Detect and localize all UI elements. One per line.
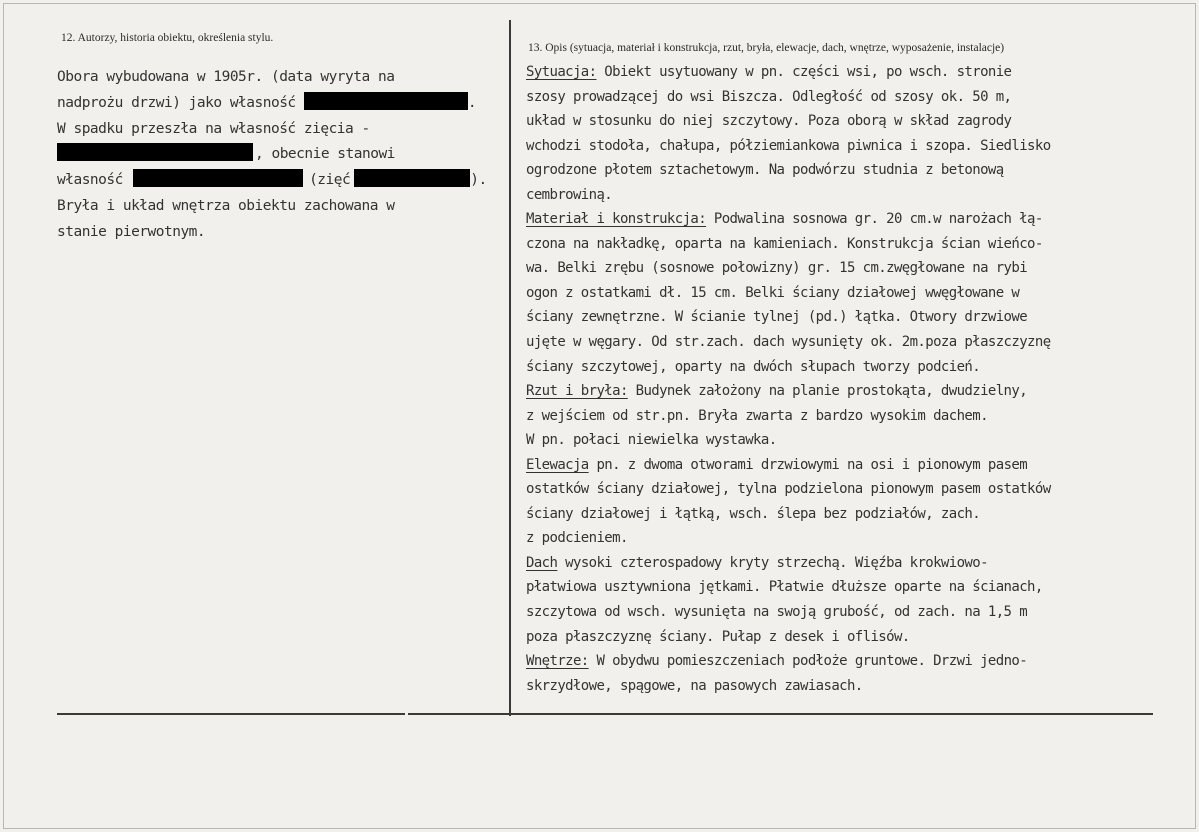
- history-line: [57, 194, 507, 220]
- section-13-heading: 13. Opis (sytuacja, materiał i konstrukcja, rzut, bryła, elewacje, dach, wnętrze, wyposażenie, instalacje): [528, 42, 1005, 54]
- description-text: [526, 60, 1194, 698]
- description-text-fragment: Obiekt usytuowany w pn. części wsi, po wsch. stronie: [596, 64, 1012, 80]
- redaction-bar: [304, 92, 468, 110]
- description-text-fragment: wysoki czterospadowy kryty strzechą. Więźba krokwiowo-: [557, 554, 988, 571]
- description-line: [526, 575, 1194, 600]
- description-text-fragment: ściany działowej i łątką, wsch. ślepa bez podziałów, zach.: [526, 505, 981, 522]
- description-line: [526, 428, 1194, 453]
- description-text-fragment: ostatków ściany działowej, tylna podzielona pionowym pasem ostatków: [526, 481, 1051, 498]
- description-line: [526, 379, 1194, 404]
- history-text-fragment: ).: [470, 172, 487, 189]
- section-12-heading: 12. Autorzy, historia obiektu, określenia stylu.: [61, 32, 274, 44]
- history-line: [57, 117, 507, 143]
- description-text-fragment: szosy prowadzącej do wsi Biszcza. Odległość od szosy ok. 50 m,: [526, 88, 1012, 105]
- description-text-fragment: ujęte w węgary. Od str.zach. dach wysunięty ok. 2m.poza płaszczyznę: [526, 334, 1051, 351]
- description-line: [526, 355, 1194, 380]
- description-text-fragment: skrzydłowe, spągowe, na pasowych zawiasach.: [526, 677, 863, 694]
- description-text-fragment: z podcieniem.: [526, 530, 628, 547]
- history-text-fragment: własność: [57, 172, 132, 189]
- description-text-fragment: z wejściem od str.pn. Bryła zwarta z bardzo wysokim dachem.: [526, 407, 988, 424]
- history-text-fragment: .: [467, 94, 477, 111]
- description-line: [526, 60, 1194, 85]
- history-text-fragment: Obora wybudowana w 1905r. (data wyryta na: [57, 69, 395, 85]
- description-text-fragment: czona na nakładkę, oparta na kamieniach. Konstrukcja ścian wieńco-: [526, 235, 1043, 252]
- description-text-fragment: wa. Belki zrębu (sosnowe połowizny) gr. 15 cm.zwęgłowane na rybi: [526, 260, 1028, 277]
- description-text-fragment: Podwalina sosnowa gr. 20 cm.w narożach łą-: [706, 211, 1043, 228]
- bottom-rule-right: [408, 713, 1153, 715]
- description-text-fragment: W obydwu pomieszczeniach podłoże gruntowe. Drzwi jedno-: [588, 653, 1028, 670]
- description-line: [526, 477, 1194, 502]
- history-text-fragment: Bryła i układ wnętrza obiektu zachowana w: [57, 197, 395, 214]
- redaction-bar: [133, 169, 303, 187]
- description-line: [526, 305, 1194, 330]
- history-line: [57, 168, 507, 194]
- description-text-fragment: W pn. połaci niewielka wystawka.: [526, 432, 777, 449]
- history-line: [57, 91, 507, 117]
- description-text-fragment: ściany szczytowej, oparty na dwóch słupach tworzy podcień.: [526, 358, 981, 375]
- description-text-fragment: szczytowa od wsch. wysunięta na swoją grubość, od zach. na 1,5 m: [526, 604, 1028, 621]
- description-text-fragment: pn. z dwoma otworami drzwiowymi na osi i pionowym pasem: [588, 456, 1028, 473]
- description-line: [526, 109, 1194, 134]
- description-line: [526, 404, 1194, 429]
- description-line: [526, 281, 1194, 306]
- bottom-rule-left: [57, 713, 405, 715]
- description-line: [526, 134, 1194, 159]
- history-text-fragment: (zięć: [309, 172, 351, 189]
- description-line: [526, 625, 1194, 650]
- description-line: [526, 600, 1194, 625]
- history-line: [57, 65, 507, 91]
- description-line: [526, 649, 1194, 674]
- description-line: [526, 158, 1194, 183]
- description-line: [526, 232, 1194, 257]
- description-line: [526, 207, 1194, 232]
- description-line: [526, 453, 1194, 478]
- history-text-fragment: W spadku przeszła na własność zięcia -: [57, 120, 370, 137]
- description-text-fragment: poza płaszczyznę ściany. Pułap z desek i oflisów.: [526, 628, 910, 645]
- description-text-fragment: wchodzi stodoła, chałupa, półziemiankowa piwnica i szopa. Siedlisko: [526, 137, 1051, 154]
- section-label: Wnętrze:: [526, 653, 589, 670]
- history-text: [57, 65, 507, 246]
- column-divider: [509, 20, 511, 716]
- section-label: Materiał i konstrukcja:: [526, 211, 707, 228]
- history-text-fragment: stanie pierwotnym.: [57, 223, 206, 240]
- description-line: [526, 551, 1194, 576]
- history-line: [57, 220, 507, 246]
- section-label: Dach: [526, 554, 558, 571]
- section-label: Rzut i bryła:: [526, 383, 628, 400]
- description-text-fragment: ogon z ostatkami dł. 15 cm. Belki ściany działowej wwęgłowane w: [526, 284, 1020, 301]
- description-line: [526, 256, 1194, 281]
- description-line: [526, 183, 1194, 208]
- description-line: [526, 674, 1194, 699]
- description-text-fragment: płatwiowa usztywniona jętkami. Płatwie dłuższe oparte na ścianach,: [526, 579, 1043, 596]
- description-line: [526, 85, 1194, 110]
- history-text-fragment: , obecnie stanowi: [255, 146, 395, 163]
- description-text-fragment: Budynek założony na planie prostokąta, dwudzielny,: [627, 383, 1028, 400]
- description-text-fragment: ściany zewnętrzne. W ścianie tylnej (pd.) łątka. Otwory drzwiowe: [526, 309, 1028, 326]
- description-text-fragment: ogrodzone płotem sztachetowym. Na podwórzu studnia z betonową: [526, 162, 1004, 179]
- description-text-fragment: cembrowiną.: [526, 186, 613, 203]
- redaction-bar: [57, 143, 253, 161]
- history-line: [57, 142, 507, 168]
- description-line: [526, 502, 1194, 527]
- description-text-fragment: układ w stosunku do niej szczytowy. Poza oborą w skład zagrody: [526, 113, 1012, 130]
- history-text-fragment: nadprożu drzwi) jako własność: [57, 94, 304, 111]
- redaction-bar: [354, 169, 470, 187]
- section-label: Elewacja: [526, 456, 589, 473]
- description-line: [526, 526, 1194, 551]
- section-label: Sytuacja:: [526, 64, 597, 80]
- description-line: [526, 330, 1194, 355]
